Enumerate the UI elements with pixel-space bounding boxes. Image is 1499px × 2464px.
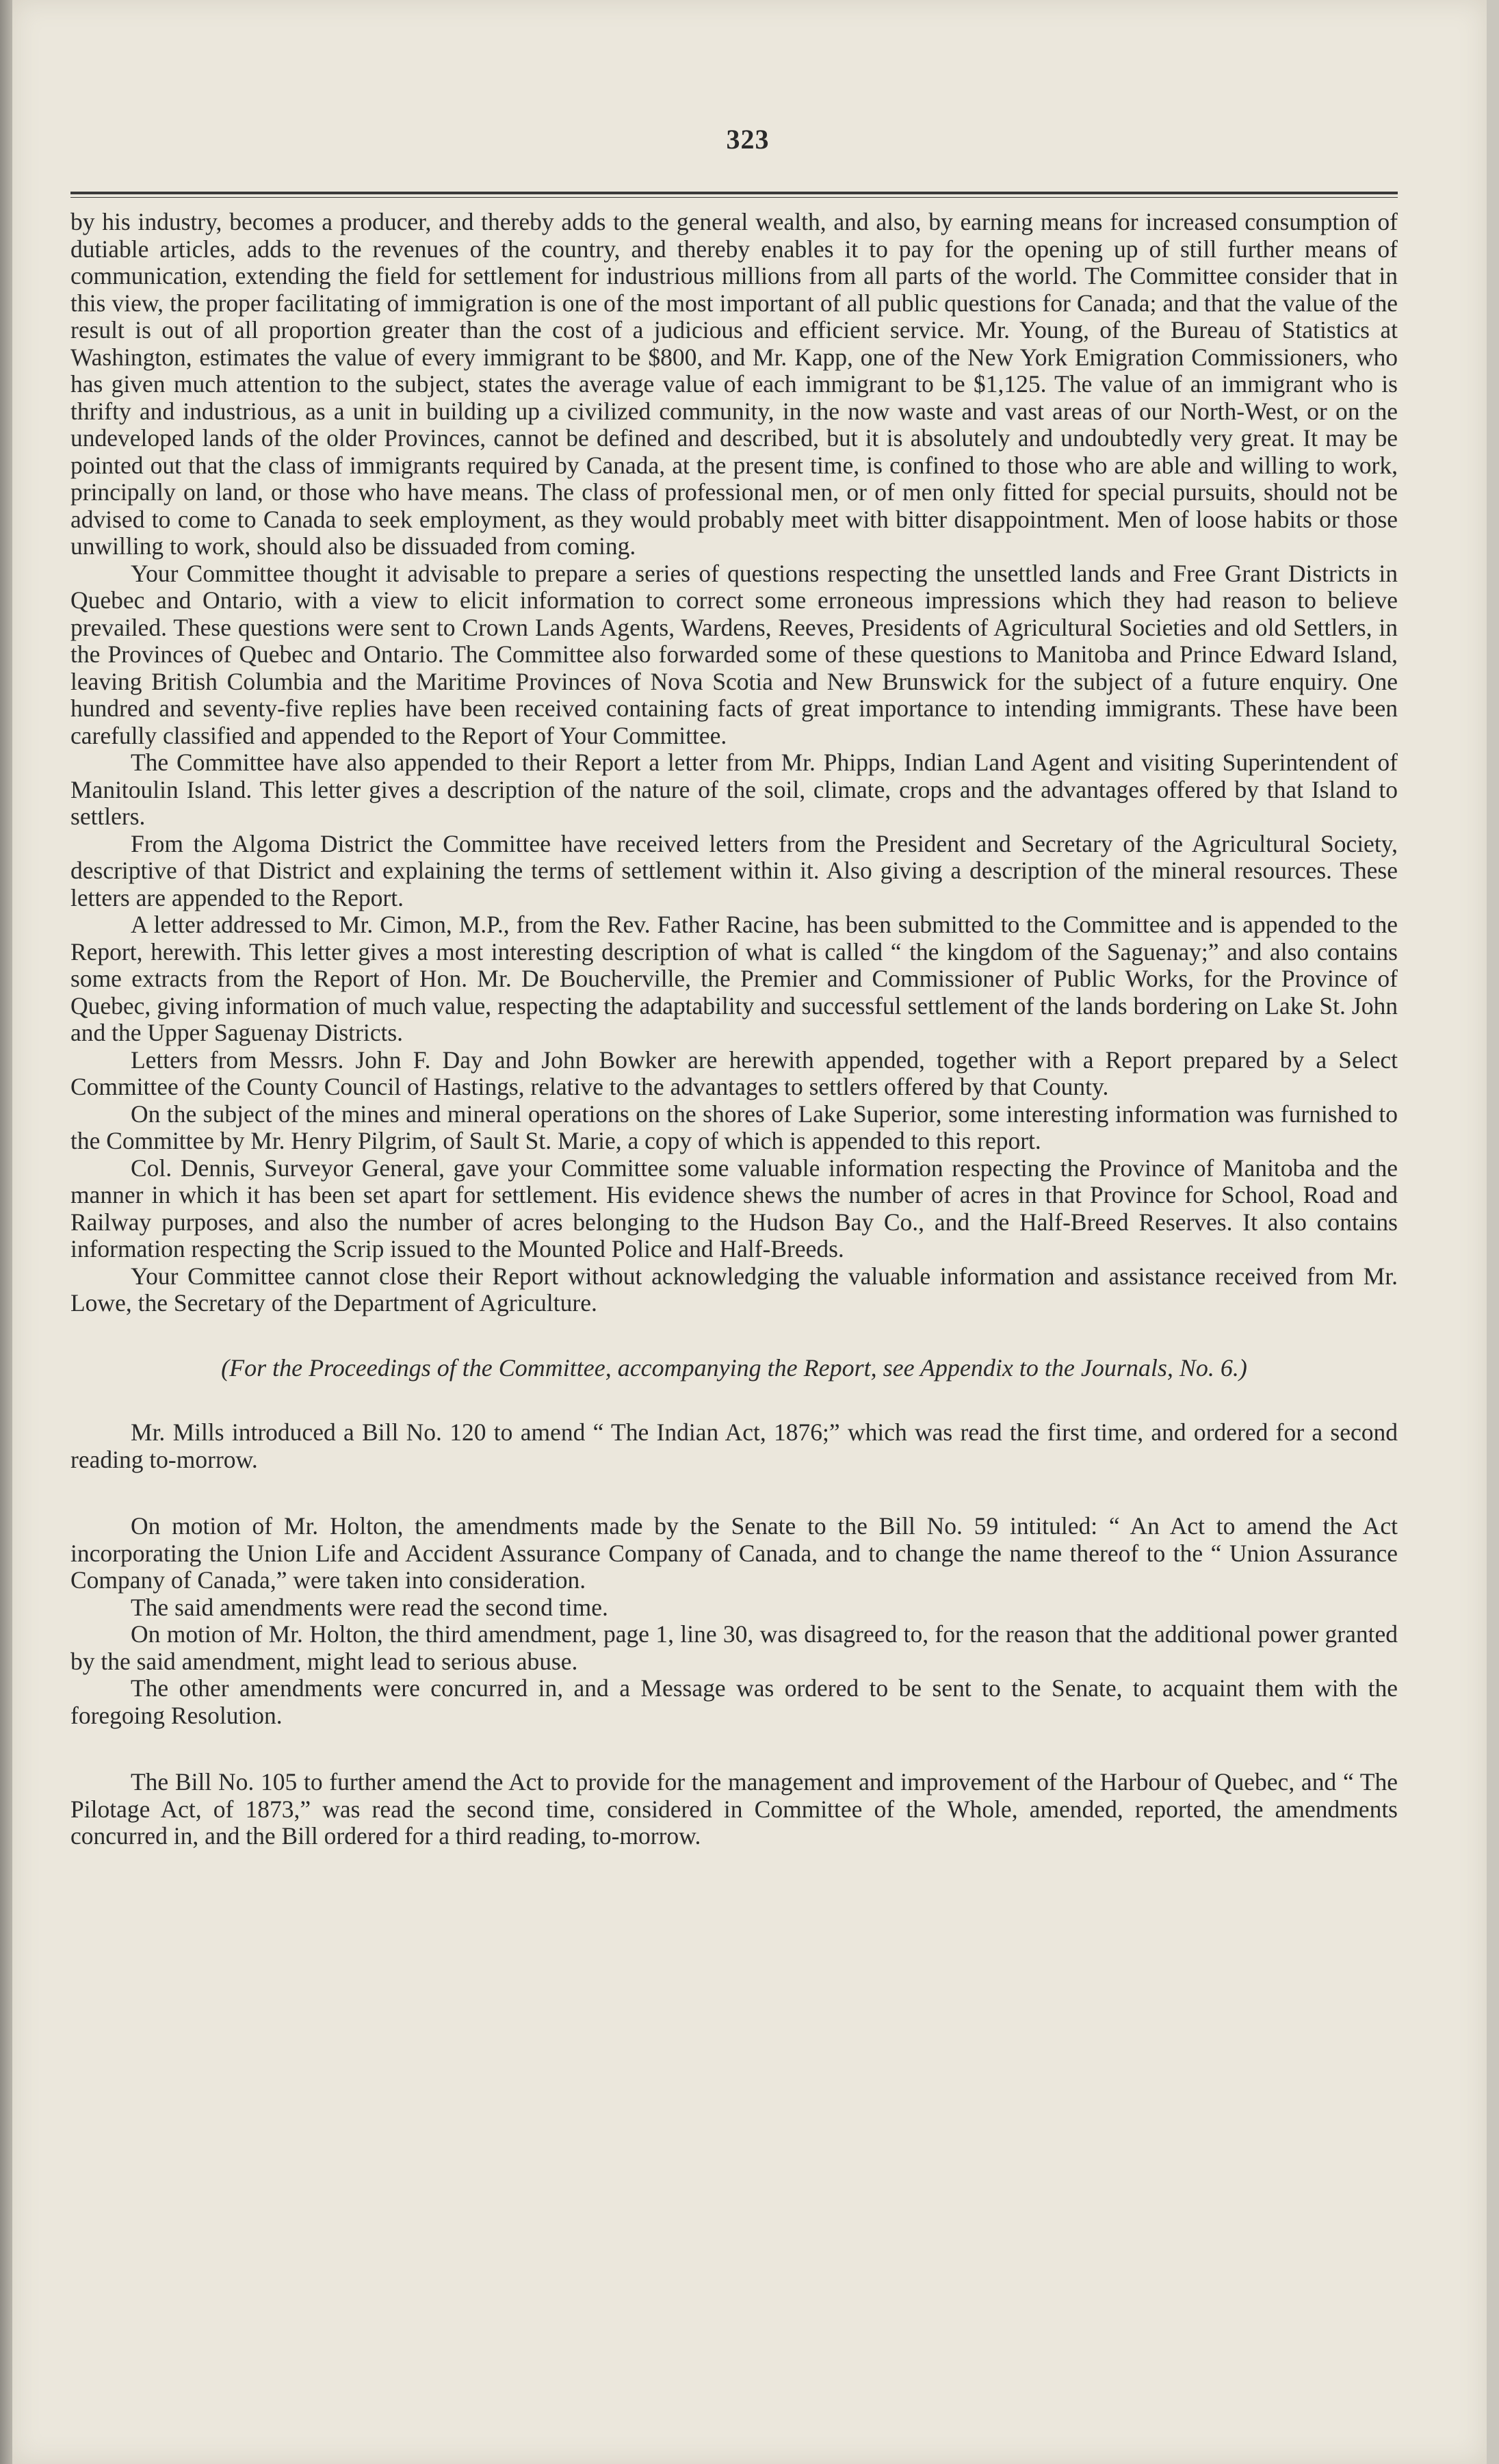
section-gap (70, 1729, 1398, 1769)
paragraph-immigrant-value: by his industry, becomes a producer, and thereby adds to the general wealth, and also, by earning means for increased consumption of dutiable articles, adds to the revenues of the country, and thereby enables it to pay for the opening up of still further means of communication, extending the field for settlement for industrious millions from all parts of the world. The Committee consider that in this view, the proper facilitating of immigration is one of the most important of all public questions for Canada; and that the value of the result is out of all proportion greater than the cost of a judicious and efficient service. Mr. Young, of the Bureau of Statistics at Washington, estimates the value of every immigrant to be $800, and Mr. Kapp, one of the New York Emigration Commissioners, who has given much attention to the subject, states the average value of each immigrant to be $1,125. The value of an immigrant who is thrifty and industrious, as a unit in building up a civilized community, in the now waste and vast areas of our North-West, or on the undeveloped lands of the older Provinces, cannot be defined and described, but it is absolutely and undoubtedly very great. It may be pointed out that the class of immigrants required by Canada, at the present time, is confined to those who are able and willing to work, principally on land, or those who have means. The class of professional men, or of men only fitted for special pursuits, should not be advised to come to Canada to seek employment, as they would probably meet with bitter disappointment. Men of loose habits or those unwilling to work, should also be dissuaded from coming. (70, 208, 1398, 560)
paragraph-lake-superior: On the subject of the mines and mineral operations on the shores of Lake Superior, some interesting information was furnished to the Committee by Mr. Henry Pilgrim, of Sault St. Marie, a copy of which is appended to this report. (70, 1100, 1398, 1154)
paragraph-hastings: Letters from Messrs. John F. Day and John Bowker are herewith appended, together with a Report prepared by a Select Committee of the County Council of Hastings, relative to the advantages to settlers offered by that County. (70, 1046, 1398, 1100)
page-body (70, 209, 1398, 1850)
page-number: 323 (726, 124, 770, 155)
header-rule-thin (70, 197, 1398, 198)
paragraph-saguenay: A letter addressed to Mr. Cimon, M.P., from the Rev. Father Racine, has been submitted to the Committee and is appended to the Report, herewith. This letter gives a most interesting description of what is called “ the kingdom of the Saguenay;” and also contains some extracts from the Report of Hon. Mr. De Boucherville, the Premier and Commissioner of Public Works, for the Province of Quebec, giving information of much value, respecting the adaptability and successful settlement of the lands bordering on Lake St. John and the Upper Saguenay Districts. (70, 911, 1398, 1046)
appendix-note: (For the Proceedings of the Committee, accompanying the Report, see Appendix to the Journals, No. 6.) (221, 1353, 1247, 1382)
paragraph-bill-120: Mr. Mills introduced a Bill No. 120 to amend “ The Indian Act, 1876;” which was read the first time, and ordered for a second reading to-morrow. (70, 1418, 1398, 1473)
paragraph-other-amendments: The other amendments were concurred in, and a Message was ordered to be sent to the Senate, to acquaint them with the foregoing Resolution. (70, 1674, 1398, 1729)
paragraph-holton-motion: On motion of Mr. Holton, the amendments made by the Senate to the Bill No. 59 intituled: “ An Act to amend the Act incorporating the Union Life and Accident Assurance Company of Canada, and to change the name thereof to the “ Union Assurance Company of Canada,” were taken into consideration. (70, 1512, 1398, 1594)
document-page (12, 0, 1487, 2464)
paragraph-second-reading: The said amendments were read the second time. (131, 1593, 608, 1621)
paragraph-bill-105: The Bill No. 105 to further amend the Act to provide for the management and improvement of the Harbour of Quebec, and “ The Pilotage Act, of 1873,” was read the second time, considered in Committee of the Whole, amended, reported, the amendments concurred in, and the Bill ordered for a third reading, to-morrow. (70, 1768, 1398, 1850)
section-gap (70, 1473, 1398, 1513)
paragraph-third-amendment: On motion of Mr. Holton, the third amendment, page 1, line 30, was disagreed to, for the reason that the additional power granted by the said amendment, might lead to serious abuse. (70, 1620, 1398, 1675)
paragraph-algoma: From the Algoma District the Committee have received letters from the President and Secretary of the Agricultural Society, descriptive of that District and explaining the terms of settlement within it. Also giving a description of the mineral resources. These letters are appended to the Report. (70, 829, 1398, 911)
paragraph-phipps-letter: The Committee have also appended to their Report a letter from Mr. Phipps, Indian Land Agent and visiting Superintendent of Manitoulin Island. This letter gives a description of the nature of the soil, climate, crops and the advantages offered by that Island to settlers. (70, 749, 1398, 830)
paragraph-acknowledgement: Your Committee cannot close their Report without acknowledging the valuable information and assistance received from Mr. Lowe, the Secretary of the Department of Agriculture. (70, 1262, 1398, 1317)
paragraph-manitoba: Col. Dennis, Surveyor General, gave your Committee some valuable information respecting the Province of Manitoba and the manner in which it has been set apart for settlement. His evidence shews the number of acres in that Province for School, Road and Railway purposes, and also the number of acres belonging to the Hudson Bay Co., and the Half-Breed Reserves. It also contains information respecting the Scrip issued to the Mounted Police and Half-Breeds. (70, 1154, 1398, 1262)
book-spine-shadow (0, 0, 12, 2464)
paragraph-questions: Your Committee thought it advisable to prepare a series of questions respecting the unsettled lands and Free Grant Districts in Quebec and Ontario, with a view to elicit information to correct some erroneous impressions which they had reason to believe prevailed. These questions were sent to Crown Lands Agents, Wardens, Reeves, Presidents of Agricultural Societies and old Settlers, in the Provinces of Quebec and Ontario. The Committee also forwarded some of these questions to Manitoba and Prince Edward Island, leaving British Columbia and the Maritime Provinces of Nova Scotia and New Brunswick for the subject of a future enquiry. One hundred and seventy-five replies have been received containing facts of great importance to intending immigrants. These have been carefully classified and appended to the Report of Your Committee. (70, 559, 1398, 749)
header-rule (70, 192, 1398, 194)
